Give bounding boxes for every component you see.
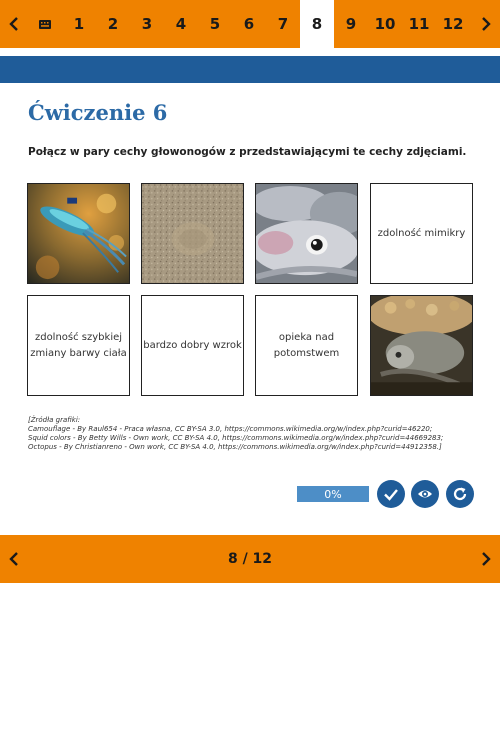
text-card-color-change[interactable]	[27, 295, 130, 396]
chevron-right-icon	[479, 17, 493, 31]
image-card-camouflage[interactable]	[141, 183, 244, 284]
reset-button[interactable]	[446, 480, 474, 508]
credits-line: [Źródła grafiki:	[28, 416, 81, 424]
text-card-parental-care[interactable]	[255, 295, 358, 396]
check-button[interactable]	[377, 480, 405, 508]
show-answer-button[interactable]	[411, 480, 439, 508]
prev-page-button-bottom[interactable]	[0, 535, 28, 583]
page-5-button[interactable]: 5	[209, 15, 221, 33]
eye-icon	[417, 486, 433, 502]
camouflage-image	[142, 184, 243, 283]
image-card-squid-eye[interactable]	[255, 183, 358, 284]
keyboard-button[interactable]	[28, 0, 62, 48]
credits-line: Squid colors - By Betty Wills - Own work, CC BY-SA 4.0, https://commons.wikimedia.org/w/index.php?curid=44669283;	[28, 434, 444, 443]
text-card-vision[interactable]	[141, 295, 244, 396]
next-page-button-bottom[interactable]	[472, 535, 500, 583]
check-icon	[383, 486, 399, 502]
chevron-left-icon	[7, 17, 21, 31]
chevron-right-icon	[479, 552, 493, 566]
page-11-button[interactable]: 11	[408, 15, 430, 33]
page-10-button[interactable]: 10	[374, 15, 396, 33]
credits-line: Camouflage - By Raul654 - Praca własna, CC BY-SA 3.0, https://commons.wikimedia.org/w/index.php?curid=46220;	[28, 425, 433, 434]
prev-page-button[interactable]	[0, 0, 28, 48]
page-7-button[interactable]: 7	[277, 15, 289, 33]
credits-line: Octopus - By Christianreno - Own work, CC BY-SA 4.0, https://commons.wikimedia.org/w/index.php?curid=44912358.]	[28, 443, 442, 452]
squid-eye-image	[256, 184, 357, 283]
page-indicator: 8 / 12	[227, 551, 273, 567]
header-bar	[0, 56, 500, 83]
keyboard-icon	[39, 20, 51, 29]
page-9-button[interactable]: 9	[345, 15, 357, 33]
exercise-instruction: Połącz w pary cechy głowonogów z przedstawiającymi te cechy zdjęciami.	[28, 146, 467, 158]
refresh-icon	[452, 486, 468, 502]
page-1-button[interactable]: 1	[73, 15, 85, 33]
progress-bar	[297, 486, 369, 502]
exercise-title: Ćwiczenie 6	[28, 100, 168, 125]
squid-colors-image	[28, 184, 129, 283]
card-label: opieka nad potomstwem	[273, 331, 340, 359]
page-8-button[interactable]: 8	[300, 0, 334, 48]
page-2-button[interactable]: 2	[107, 15, 119, 33]
next-page-button[interactable]	[472, 0, 500, 48]
page-6-button[interactable]: 6	[243, 15, 255, 33]
page-12-button[interactable]: 12	[442, 15, 464, 33]
octopus-image	[371, 296, 472, 395]
page-4-button[interactable]: 4	[175, 15, 187, 33]
card-label: zdolność szybkiej zmiany barwy ciała	[30, 331, 127, 359]
chevron-left-icon	[7, 552, 21, 566]
image-card-octopus[interactable]	[370, 295, 473, 396]
card-label: bardzo dobry wzrok	[143, 339, 242, 351]
image-card-squid-colors[interactable]	[27, 183, 130, 284]
top-navigation	[0, 0, 500, 48]
page-3-button[interactable]: 3	[141, 15, 153, 33]
card-label: zdolność mimikry	[377, 227, 466, 239]
text-card-mimicry[interactable]	[370, 183, 473, 284]
progress-label: 0%	[324, 487, 342, 501]
bottom-navigation	[0, 535, 500, 583]
page-list	[62, 0, 470, 48]
image-credits	[28, 416, 478, 452]
